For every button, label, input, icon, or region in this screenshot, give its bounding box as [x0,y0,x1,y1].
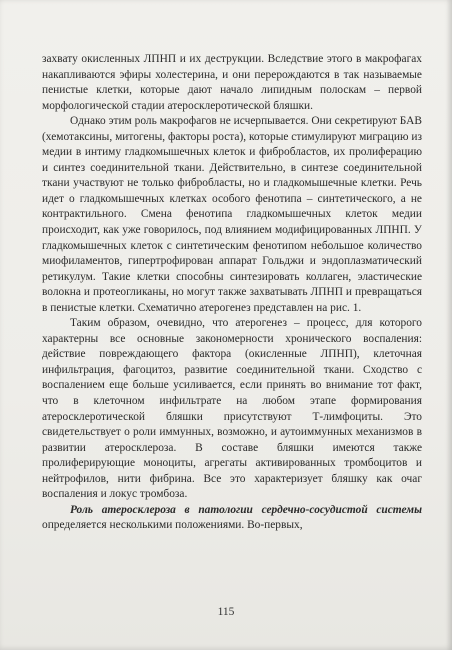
scan-shadow-edge [446,0,452,650]
body-text [42,52,422,534]
page-number: 115 [217,606,235,618]
paragraph-inflammation: Таким образом, очевидно, что атерогенез – процесс, для которого характерны все основные закономерности хронического воспаления: действие повреждающего фактора (окисленные ЛПНП), клеточная инфильтрация, фагоцитоз, развитие соединительной ткани. Сходство с воспалением еще больше усиливается, если принять во внимание тот факт, что в клеточном инфильтрате на любом этапе формирования атеросклеротической бляшки присутствуют Т-лимфоциты. Это свидетельствует о роли иммунных, возможно, и аутоиммунных механизмов в развитии атеросклероза. В составе бляшки имеются также пролиферирующие моноциты, агрегаты активированных тромбоцитов и нейтрофилов, нити фибрина. Все это характеризует бляшку как очаг воспаления и локус тромбоза. [42,317,422,501]
paragraph-role-atherosclerosis [42,503,422,534]
section-heading-inline: Роль атеросклероза в патологии сердечно-сосудистой системы [70,503,422,516]
paragraph-continuation: захвату окисленных ЛПНП и их деструкции. Вследствие этого в макрофагах накапливаются эфиры холестерина, и они перерождаются в так называемые пенистые клетки, которые дают начало липидным полоскам – первой морфологической стадии атеросклеротической бляшки. [42,53,422,112]
paragraph-macrophages: Однако этим роль макрофагов не исчерпывается. Они секретируют БАВ (хемотаксины, митогены, факторы роста), которые стимулируют миграцию из медии в интиму гладкомышечных клеток и фибробластов, их пролиферацию и синтез соединительной ткани. Действительно, в синтезе соединительной ткани участвуют не только фибробласты, но и гладкомышечные клетки. Речь идет о гладкомышечных клетках особого фенотипа – синтетического, а не контрактильного. Смена фенотипа гладкомышечных клеток медии происходит, как уже говорилось, под влиянием модифицированных ЛПНП. У гладкомышечных клеток с синтетическим фенотипом небольшое количество миофиламентов, гипертрофирован аппарат Гольджи и эндоплазматический ретикулум. Такие клетки способны синтезировать коллаген, эластические волокна и протеогликаны, но могут также захватывать ЛПНП и превращаться в пенистые клетки. Схематично атерогенез представлен на рис. 1. [42,115,422,314]
paragraph-continuation-text: определяется несколькими положениями. Во-первых, [42,519,303,532]
